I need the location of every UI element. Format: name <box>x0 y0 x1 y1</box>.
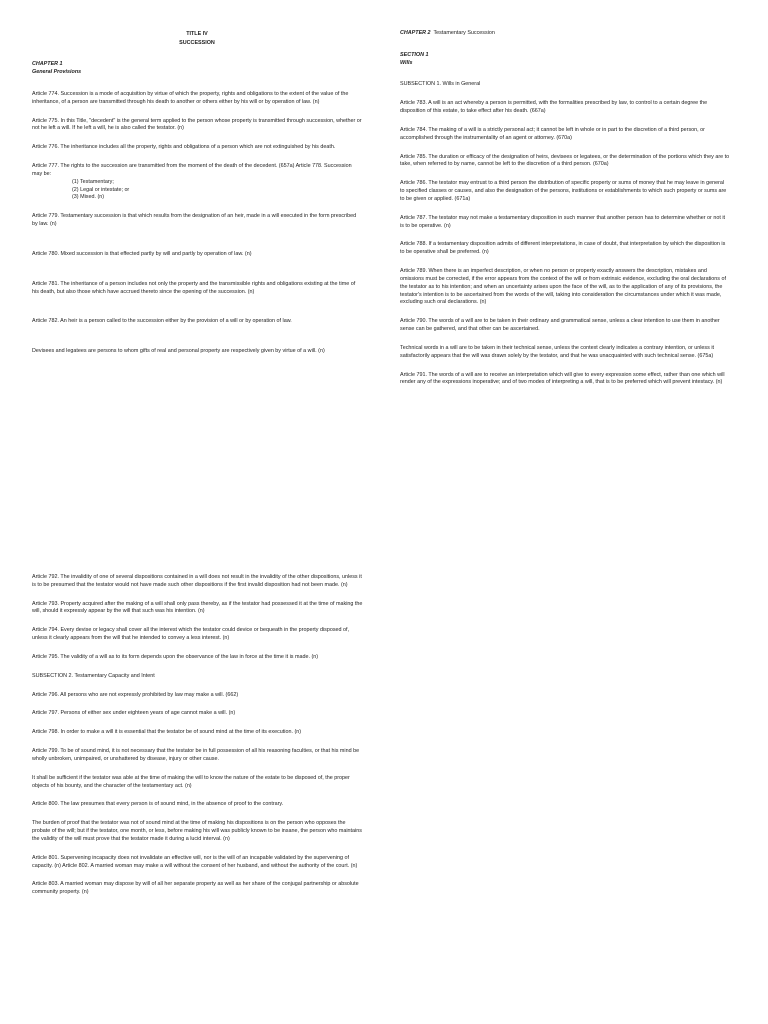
article-794: Article 794. Every devise or legacy shall cover all the interest which the testator could device or bequeath in the property disposed of, unless it clearly appears from the will that he intended to convey a less interest. (n) <box>32 627 350 642</box>
document-title <box>32 30 362 47</box>
chapter-2-heading <box>400 30 730 38</box>
article-777: Article 777. The rights to the succession are transmitted from the moment of the death of the decedent. (657a) Article 778. Succession may be: <box>32 163 352 177</box>
article-803: Article 803. A married woman may dispose by will of all her separate property as well as her share of the conjugal partnership or absolute community property. (n) <box>32 881 359 896</box>
article-774: Article 774. Succession is a mode of acquisition by virtue of which the property, rights and obligations to the extent of the value of the inheritance, of a person are transmitted through his death to another or others either by his will or by operation of law. (n) <box>32 90 349 105</box>
chapter-2-label: CHAPTER 2 <box>400 30 431 36</box>
article-801: Article 801. Supervening incapacity does not invalidate an effective will, nor is the will of an incapable validated by the supervening of capacity. (n) Article 802. A married woman may make a will without the consent of her husband, and without the authority of the court. (n) <box>32 854 358 869</box>
article-797: Article 797. Persons of either sex under eighteen years of age cannot make a will. (n) <box>32 710 236 717</box>
article-783: Article 783. A will is an act whereby a person is permitted, with the formalities prescribed by law, to control to a certain degree the disposition of this estate, to take effect after his death. (667a) <box>400 100 708 115</box>
sufficient-paragraph: It shall be sufficient if the testator was able at the time of making the will to know the nature of the estate to be disposed of, the proper objects of his bounty, and the character of the testamentary act. (n) <box>32 774 350 789</box>
list-item: (1) Testamentary; <box>72 178 114 185</box>
list-item: (2) Legal or intestate; or <box>72 186 130 193</box>
devisees-paragraph: Devisees and legatees are persons to whom gifts of real and personal property are respectively given by virtue of a will. (n) <box>32 348 325 355</box>
title-line-2: SUCCESSION <box>179 39 215 46</box>
section-1-name: Wills <box>400 59 413 66</box>
article-791: Article 791. The words of a will are to receive an interpretation which will give to every expression some effect, rather than one which will render any of the expressions inoperative; and of two modes of interpreting a will, that is to be preferred which will prevent intestacy. (n) <box>400 371 725 386</box>
article-778-list <box>72 179 362 202</box>
article-795: Article 795. The validity of a will as to its form depends upon the observance of the law in force at the time it is made. (n) <box>32 653 319 660</box>
article-789: Article 789. When there is an imperfect description, or when no person or property exactly answers the description, mistakes and omissions must be corrected, if the error appears from the context of the will or from extrinsic evidence, excluding the oral declarations of the testator as to his intention; and when an uncertainty arises upon the face of the will, as to the application of any of its provisions, the testator's intention is to be ascertained from the words of the will, taking into consideration the circumstances under which it was made, excluding such oral declarations. (n) <box>400 268 726 306</box>
article-796: Article 796. All persons who are not expressly prohibited by law may make a will. (662) <box>32 691 239 698</box>
article-793: Article 793. Property acquired after the making of a will shall only pass thereby, as if the testator had possessed it at the time of making the will, should it expressly appear by the will that such was his intention. (n) <box>32 600 363 615</box>
section-1-heading <box>400 52 730 68</box>
article-798: Article 798. In order to make a will it is essential that the testator be of sound mind at the time of its execution. (n) <box>32 729 302 736</box>
article-788: Article 788. If a testamentary disposition admits of different interpretations, in case of doubt, that interpretation by which the disposition is to be operative shall be preferred. (n) <box>400 241 726 256</box>
article-787: Article 787. The testator may not make a testamentary disposition in such manner that another person has to determine whether or not it is to be operative. (n) <box>400 214 726 229</box>
article-782: Article 782. An heir is a person called to the succession either by the provision of a will or by operation of law. <box>32 318 292 325</box>
article-780: Article 780. Mixed succession is that effected partly by will and partly by operation of law. (n) <box>32 250 252 257</box>
technical-words-paragraph: Technical words in a will are to be taken in their technical sense, unless the context clearly indicates a contrary intention, or unless it satisfactorily appears that the will was drawn solely by the testator, and that he was unacquainted with such technical sense. (675a) <box>400 344 715 359</box>
article-800: Article 800. The law presumes that every person is of sound mind, in the absence of proof to the contrary. <box>32 801 284 808</box>
right-column <box>400 30 730 398</box>
article-799: Article 799. To be of sound mind, it is not necessary that the testator be in full possession of all his reasoning faculties, or that his mind be wholly unbroken, unimpaired, or unshattered by disease, injury or other cause. <box>32 748 360 762</box>
title-line-1: TITLE IV <box>186 31 208 37</box>
article-775: Article 775. In this Title, "decedent" is the general term applied to the person whose property is transmitted through succession, whether or not he left a will. If he left a will, he is also called the testator. (n) <box>32 117 362 132</box>
section-1-label: SECTION 1 <box>400 51 429 58</box>
left-column-bottom <box>32 574 364 908</box>
burden-of-proof-paragraph: The burden of proof that the testator was not of sound mind at the time of making his dispositions is on the person who opposes the probate of the will; but if the testator, one month, or less, before making his will was publicly known to be insane, the person who maintains the validity of the will must prove that the testator made it during a lucid interval. (n) <box>32 820 362 842</box>
article-792: Article 792. The invalidity of one of several dispositions contained in a will does not result in the invalidity of the other dispositions, unless it is to be presumed that the testator would not have made such other dispositions if the first invalid disposition had not been made. (n) <box>32 574 362 588</box>
article-786: Article 786. The testator may entrust to a third person the distribution of specific property or sums of money that he may leave in general to specified classes or causes, and also the designation of the persons, institutions or establishments to which such property or sums are to be given or applied. (671a) <box>400 180 727 202</box>
chapter-2-name: Testamentary Succession <box>433 30 495 36</box>
chapter-1-name: General Provisions <box>32 69 82 76</box>
article-785: Article 785. The duration or efficacy of the designation of heirs, devisees or legatees, or the determination of the portions which they are to take, when referred to by name, cannot be left to the discretion of a third person. (670a) <box>400 153 730 168</box>
list-item: (3) Mixed. (n) <box>72 194 105 201</box>
article-790: Article 790. The words of a will are to be taken in their ordinary and grammatical sense, unless a clear intention to use them in another sense can be gathered, and that other can be ascertained. <box>400 318 720 333</box>
article-776: Article 776. The inheritance includes all the property, rights and obligations of a person which are not extinguished by his death. <box>32 144 336 151</box>
subsection-2-heading: SUBSECTION 2. Testamentary Capacity and Intent <box>32 672 155 679</box>
subsection-1-heading: SUBSECTION 1. Wills in General <box>400 81 481 88</box>
article-781: Article 781. The inheritance of a person includes not only the property and the transmissible rights and obligations existing at the time of his death, but also those which have accrued thereto since the opening of the succession. (n) <box>32 280 356 295</box>
left-column-top <box>32 30 362 367</box>
article-784: Article 784. The making of a will is a strictly personal act; it cannot be left in whole or in part to the discretion of a third person, or accomplished through the instrumentality of an agent or attorney. (670a) <box>400 126 705 141</box>
article-779: Article 779. Testamentary succession is that which results from the designation of an heir, made in a will executed in the form prescribed by law. (n) <box>32 213 357 228</box>
chapter-1-heading <box>32 61 362 77</box>
chapter-1-label: CHAPTER 1 <box>32 61 63 68</box>
